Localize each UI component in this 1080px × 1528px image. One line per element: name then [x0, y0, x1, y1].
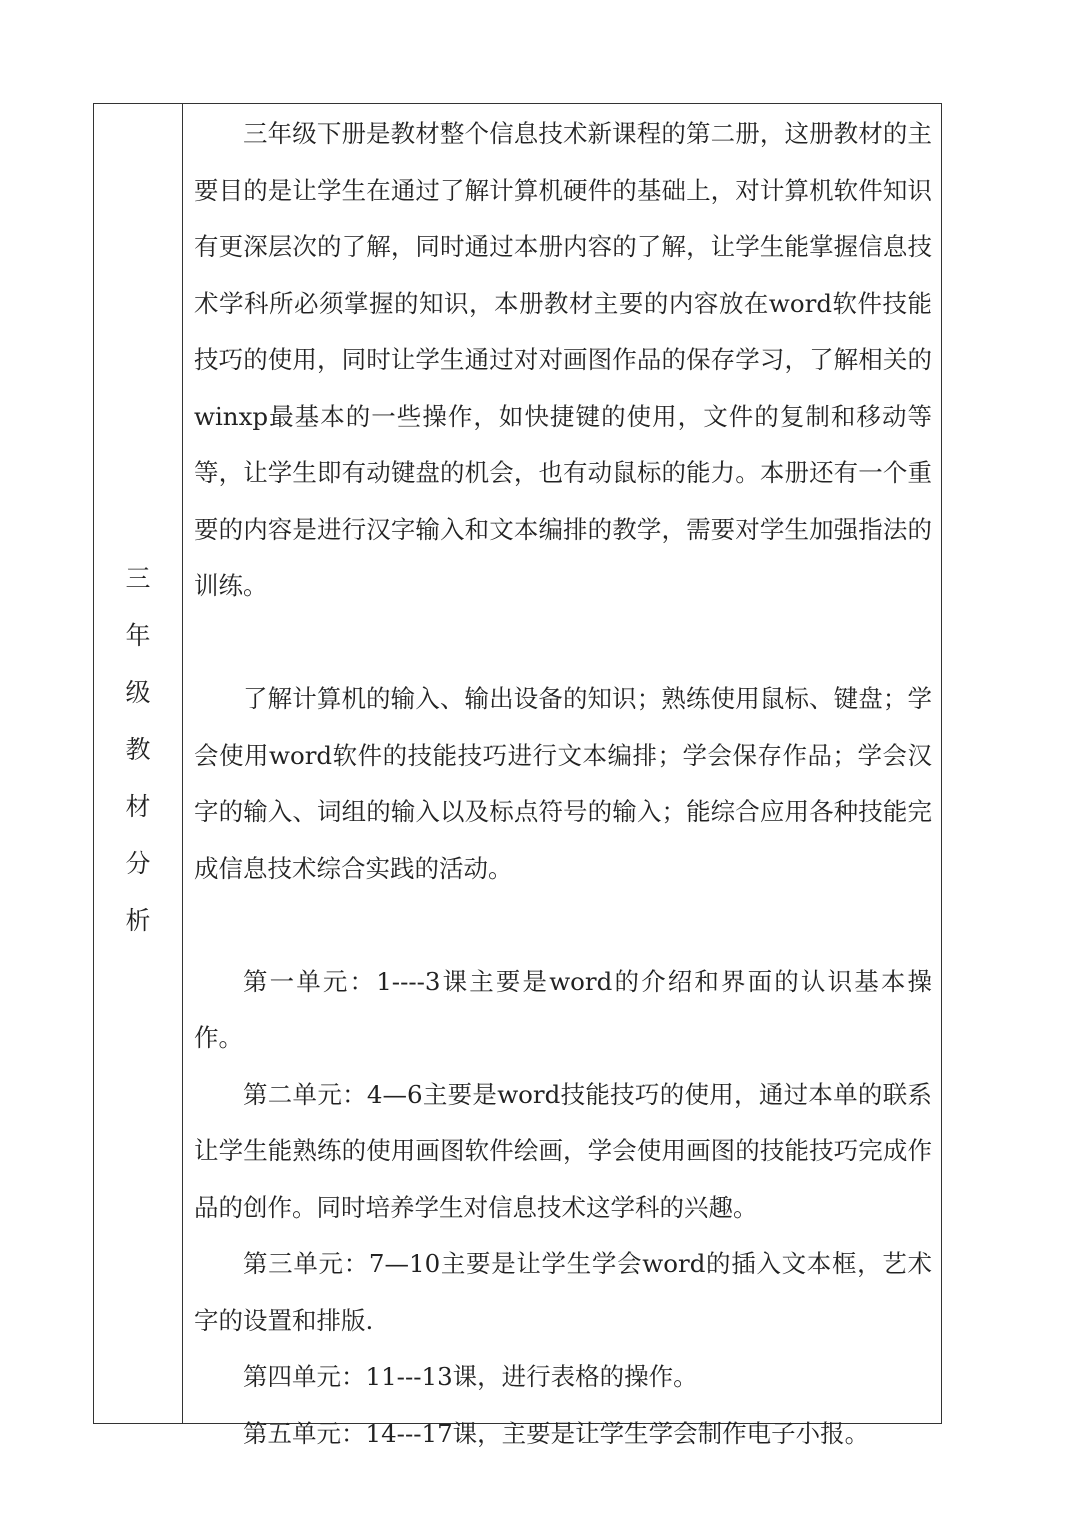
- overview-paragraph: 三年级下册是教材整个信息技术新课程的第二册，这册教材的主要目的是让学生在通过了解计算机硬件的基础上，对计算机软件知识有更深层次的了解，同时通过本册内容的了解，让学生能掌握信息技术学科所必须掌握的知识，本册教材主要的内容放在word软件技能技巧的使用，同时让学生通过对对画图作品的保存学习，了解相关的winxp最基本的一些操作，如快捷键的使用，文件的复制和移动等等，让学生即有动键盘的机会，也有动鼠标的能力。本册还有一个重要的内容是进行汉字输入和文本编排的教学，需要对学生加强指法的训练。: [194, 119, 932, 600]
- unit3-paragraph: 第三单元：7—10主要是让学生学会word的插入文本框，艺术字的设置和排版.: [194, 1249, 932, 1335]
- unit2-paragraph: 第二单元：4—6主要是word技能技巧的使用，通过本单的联系让学生能熟练的使用画图软件绘画，学会使用画图的技能技巧完成作品的创作。同时培养学生对信息技术这学科的兴趣。: [194, 1079, 932, 1222]
- goals-paragraph: 了解计算机的输入、输出设备的知识；熟练使用鼠标、键盘；学会使用word软件的技能技巧进行文本编排；学会保存作品；学会汉字的输入、词组的输入以及标点符号的输入；能综合应用各种技能完成信息技术综合实践的活动。: [194, 684, 932, 883]
- unit4-paragraph: 第四单元：11---13课，进行表格的操作。: [243, 1362, 698, 1391]
- row-label-char: 教: [125, 735, 151, 764]
- unit5-paragraph-partial: 第五单元：14---17课，主要是让学生学会制作电子小报。: [243, 1418, 870, 1448]
- row-label-char: 析: [125, 906, 151, 935]
- row-label-char: 级: [125, 678, 151, 707]
- row-label: [94, 550, 182, 949]
- row-label-char: 材: [125, 792, 151, 821]
- analysis-table: [93, 103, 942, 1448]
- content-cell: [194, 106, 932, 1462]
- row-label-char: 年: [125, 621, 151, 650]
- row-label-char: 三: [125, 564, 151, 593]
- unit1-paragraph: 第一单元：1----3课主要是word的介绍和界面的认识基本操作。: [194, 966, 932, 1052]
- column-divider: [182, 104, 183, 1423]
- row-label-char: 分: [125, 849, 151, 878]
